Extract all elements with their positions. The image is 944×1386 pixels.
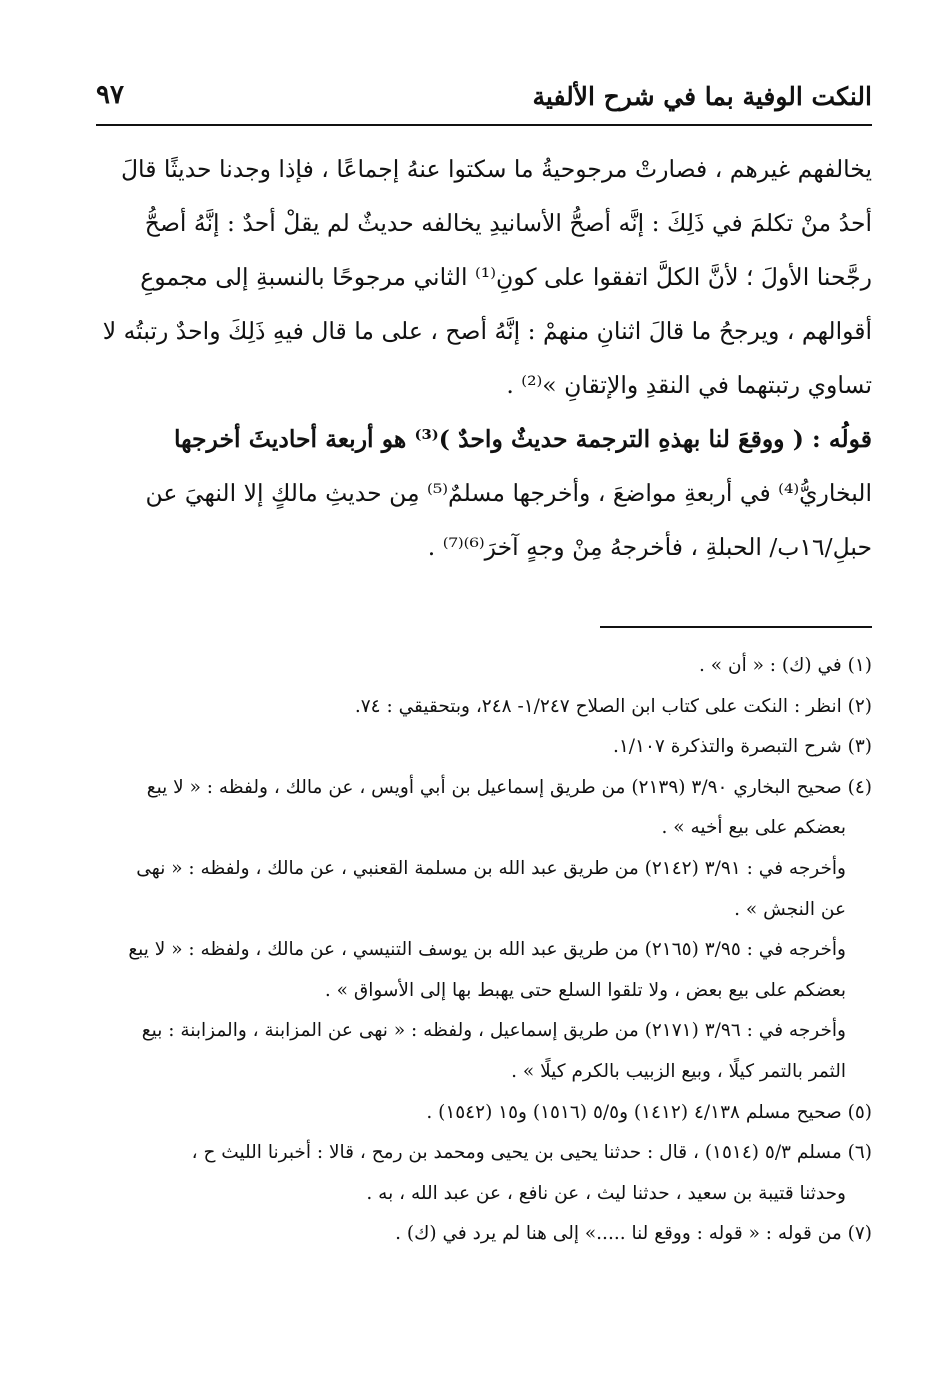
footnote-line: (٣) شرح التبصرة والتذكرة ١/١٠٧. [612,736,872,758]
footnote-line: (٢) انظر : النكت على كتاب ابن الصلاح ١/٢٤٧- ٢٤٨، وبتحقيقي : ٧٤. [354,695,872,717]
footnote-line: وأخرجه في : ٣/٩٥ (٢١٦٥) من طريق عبد الله بن يوسف التنيسي ، عن مالك ، ولفظه : « لا يبع [128,939,846,961]
page-number: ٩٧ [96,80,124,110]
text-line: يخالفهم غيرهم ، فصارتْ مرجوحيةُ ما سكتوا عنهُ إجماعًا ، فإذا وجدنا حديثًا قالَ [120,155,872,183]
footnote-line: بعضكم على بيع بعض ، ولا تلقوا السلع حتى يهبط بها إلى الأسواق » . [324,979,846,1001]
running-title: النكت الوفية بما في شرح الألفية [532,82,872,111]
text-line: رجَّحنا الأولَ ؛ لأنَّ الكلَّ اتفقوا على كونِ⁽¹⁾ الثاني مرجوحًا بالنسبةِ إلى مجموعِ [140,263,872,291]
footnotes [82,646,872,1255]
footnote-line: بعضكم على بيع أخيه » . [661,817,846,839]
page-header [96,72,872,122]
footnote-line: (٦) مسلم ٥/٣ (١٥١٤) ، قال : حدثنا يحيى بن يحيى ومحمد بن رمح ، قالا : أخبرنا الليث ح ، [191,1142,872,1164]
text-line: أقوالهم ، ويرجحُ ما قالَ اثنانِ منهمْ : إنَّهُ أصح ، على ما قال فيهِ ذَلِكَ واحدٌ رتبتُه لا [102,317,872,345]
footnote-line: (٥) صحيح مسلم ٤/١٣٨ (١٤١٢) و٥/٥ (١٥١٦) و١٥ (١٥٤٢) . [426,1101,872,1123]
footnote-line: عن النجش » . [734,898,846,920]
footnote-line: وأخرجه في : ٣/٩٦ (٢١٧١) من طريق إسماعيل ، ولفظه : « نهى عن المزابنة ، والمزابنة : بيع [141,1020,846,1042]
text-line: تساوي رتبتهما في النقدِ والإتقانِ »⁽²⁾ . [506,371,872,399]
footnote-line: (١) في (ك) : « أن » . [699,655,872,676]
text-line: البخاريُّ⁽⁴⁾ في أربعةِ مواضعَ ، وأخرجها مسلمٌ⁽⁵⁾ مِن حديثِ مالكٍ إلا النهيَ عن [145,479,872,507]
footnote-line: وأخرجه في : ٣/٩١ (٢١٤٢) من طريق عبد الله بن مسلمة القعنبي ، عن مالك ، ولفظه : « نهى [136,857,846,879]
footnote-divider [600,626,872,628]
text-line: حبلِ/١٦ب/ الحبلةِ ، فأخرجهُ مِنْ وجهٍ آخرَ⁽⁶⁾⁽⁷⁾ . [427,533,872,561]
text-line-quote: قولُه : ( ووقعَ لنا بهذهِ الترجمة حديثٌ واحدٌ )⁽³⁾ هو أربعة أحاديثَ أخرجها [174,425,872,453]
footnote-line: وحدثنا قتيبة بن سعيد ، حدثنا ليث ، عن نافع ، عن عبد الله ، به . [366,1182,846,1204]
footnote-line: (٧) من قوله : « قوله : ووقع لنا .....» إلى هنا لم يرد في (ك) . [395,1223,872,1245]
footnote-line: (٤) صحيح البخاري ٣/٩٠ (٢١٣٩) من طريق إسماعيل بن أبي أويس ، عن مالك ، ولفظه : « لا يبع [146,776,872,798]
main-text [96,142,872,574]
text-line: أحدُ منْ تكلمَ في ذَلِكَ : إنَّه أصحُّ الأسانيدِ يخالفه حديثٌ لم يقلْ أحدٌ : إنَّهُ أصحُّ [144,209,872,237]
header-divider [96,124,872,126]
footnote-line: الثمر بالتمر كيلًا ، وبيع الزبيب بالكرم كيلًا » . [511,1060,846,1082]
